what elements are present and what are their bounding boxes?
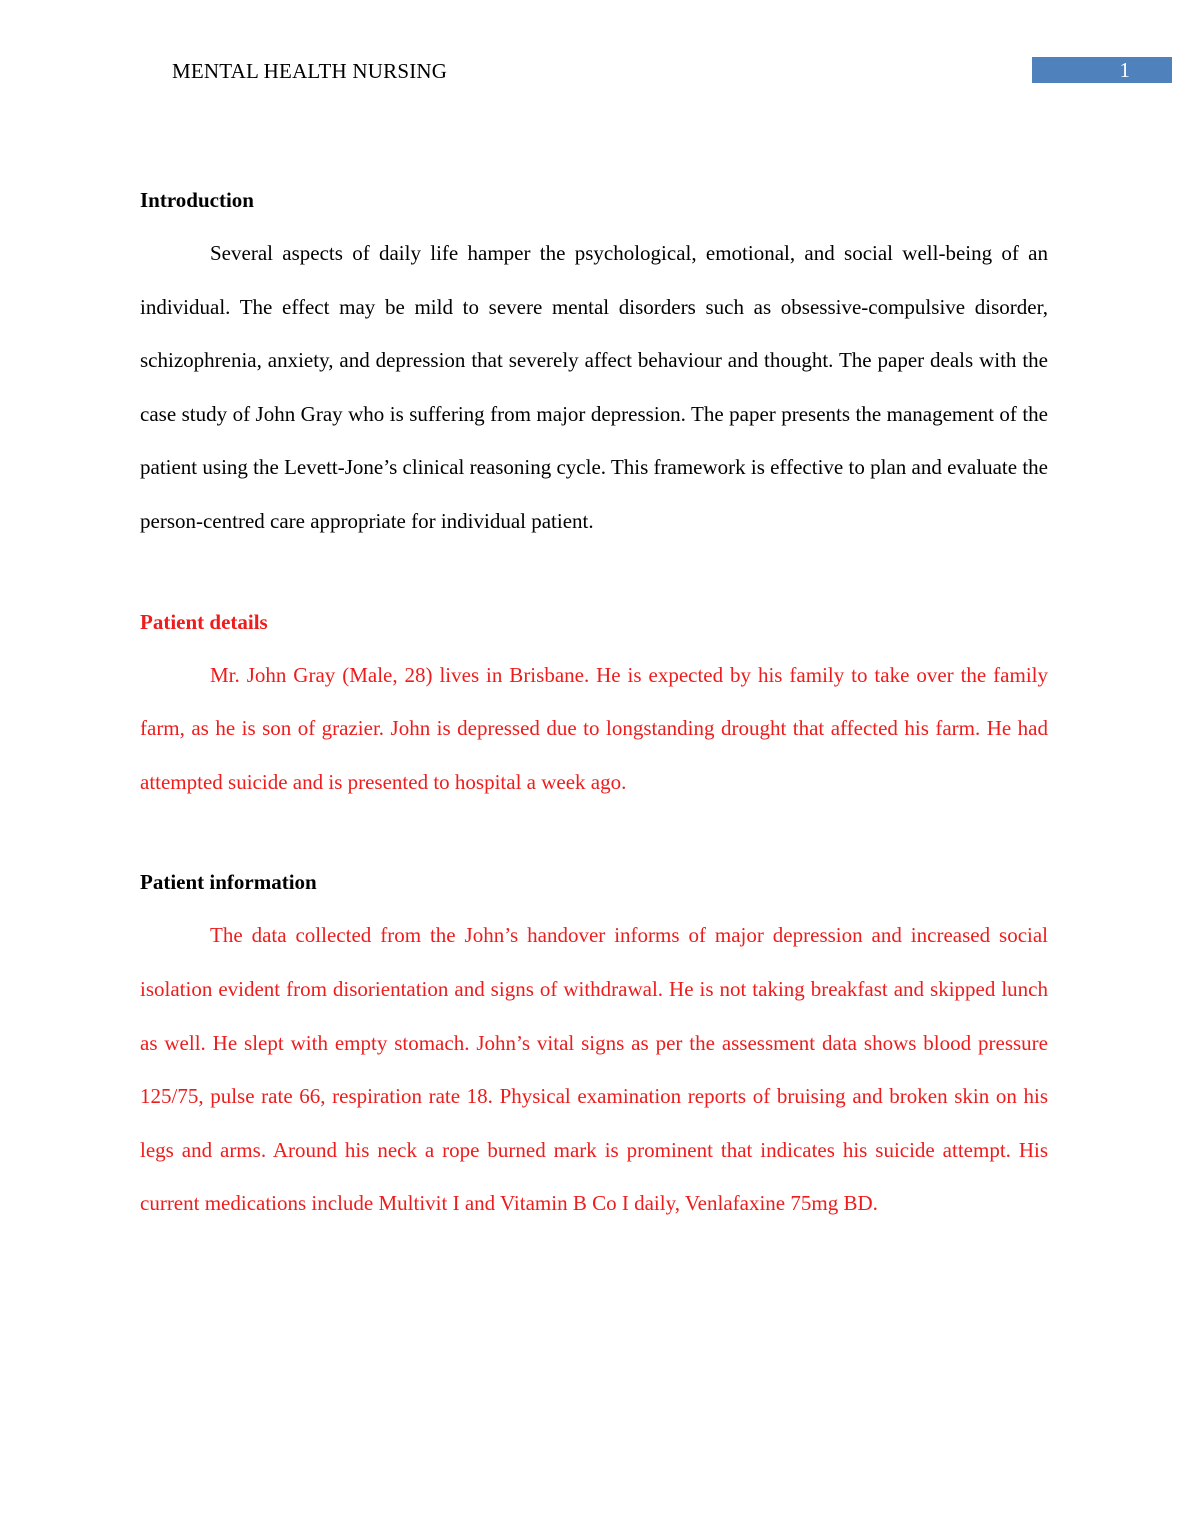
section-heading-patient-information: Patient information [140,870,317,895]
page-number: 1 [1119,58,1130,82]
document-body [140,173,1048,1277]
section-introduction [140,173,1048,549]
section-heading-patient-details: Patient details [140,609,268,634]
section-patient-details [140,595,1048,810]
page-number-box [1032,57,1172,83]
patient-information-paragraph: The data collected from the John’s handover informs of major depression and increased social isolation evident from disorientation and signs of withdrawal. He is not taking breakfast and skipped lunch as well. He slept with empty stomach. John’s vital signs as per the assessment data shows blood pressure 125/75, pulse rate 66, respiration rate 18. Physical examination reports of bruising and broken skin on his legs and arms. Around his neck a rope burned mark is prominent that indicates his suicide attempt. His current medications include Multivit I and Vitamin B Co I daily, Venlafaxine 75mg BD. [140,923,1048,1216]
patient-details-paragraph: Mr. John Gray (Male, 28) lives in Brisbane. He is expected by his family to take over the family farm, as he is son of grazier. John is depressed due to longstanding drought that affected his farm. He had attempted suicide and is presented to hospital a week ago. [140,662,1048,794]
running-head-title: MENTAL HEALTH NURSING [172,59,448,83]
introduction-paragraph: Several aspects of daily life hamper the psychological, emotional, and social well-being of an individual. The effect may be mild to severe mental disorders such as obsessive-compulsive disorder, schizophrenia, anxiety, and depression that severely affect behaviour and thought. The paper deals with the case study of John Gray who is suffering from major depression. The paper presents the management of the patient using the Levett-Jone’s clinical reasoning cycle. This framework is effective to plan and evaluate the person-centred care appropriate for individual patient. [140,241,1048,533]
section-patient-information [140,855,1048,1231]
section-heading-introduction: Introduction [140,188,254,212]
